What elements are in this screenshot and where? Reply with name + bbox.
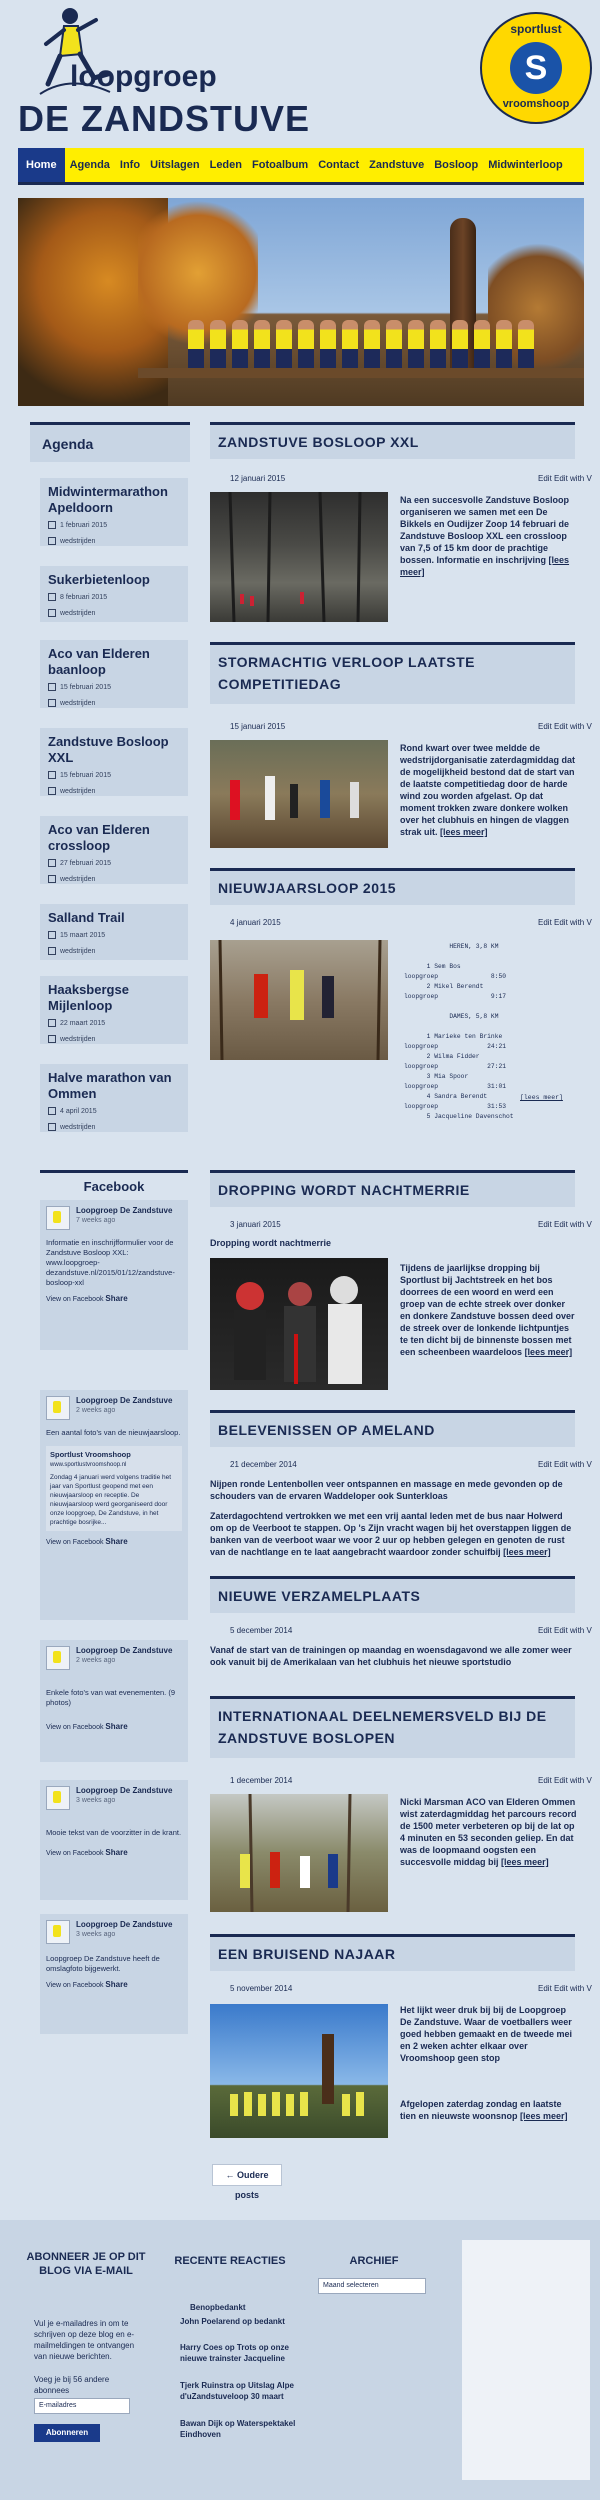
post-edit-link[interactable]: Edit Edit with V (538, 918, 592, 927)
post-edit-link[interactable]: Edit Edit with V (538, 722, 592, 731)
post-image[interactable] (210, 1258, 388, 1390)
post-excerpt-text: Tijdens de jaarlijkse dropping bij Sportlust bij Jachtstreek en het bos doorrees de een woord en werd een groep van de echte streek over donker en donkere Zandstuve bossen deed over de streek over de lonkende lichtpuntjes te ten dicht bij de binnenste bossen met een scheenbeen waardeloos (400, 1263, 575, 1357)
agenda-item-date: 22 maart 2015 (60, 1020, 106, 1027)
fb-author[interactable]: Loopgroep De Zandstuve (76, 1786, 173, 1795)
fb-link-text: Zondag 4 januari werd volgens traditie het jaar van Sportlust geopend met een nieuwjaarsloop en receptie. De nieuwjaarsloop werd georganiseerd door onze loopgroep, De Zandstuve, in het prachtige bosrijke... (50, 1474, 172, 1526)
agenda-item-date: 27 februari 2015 (60, 860, 111, 867)
agenda-item[interactable] (40, 976, 188, 1044)
agenda-item-date: 1 februari 2015 (60, 522, 108, 529)
facebook-post (40, 1640, 188, 1762)
agenda-item-date: 4 april 2015 (60, 1108, 97, 1115)
agenda-item[interactable] (40, 728, 188, 796)
fb-view-link[interactable]: View on Facebook (46, 1850, 104, 1857)
fb-share-link[interactable]: Share (105, 1848, 128, 1857)
post-excerpt-text: Rond kwart over twee meldde de wedstrijdorganisatie zaterdagmiddag dat de mogelijkheid bestond dat de start van de laatste competitiedag door de harde wind zou worden afgelast. Op dat moment trokken zware donkere wolken over het clubhuis en hingen de vlaggen strak uit. (400, 743, 576, 837)
post-date[interactable]: 5 december 2014 (230, 1626, 293, 1635)
post-edit-link[interactable]: Edit Edit with V (538, 1776, 592, 1785)
recent-comment[interactable]: Harry Coes op Trots op onze nieuwe trainster Jacqueline (180, 2343, 289, 2363)
agenda-item-title[interactable]: Sukerbietenloop (48, 572, 150, 587)
agenda-item-category[interactable]: wedstrijden (60, 788, 96, 795)
agenda-item-title[interactable]: Midwintermarathon Apeldoorn (48, 484, 168, 515)
fb-time: 3 weeks ago (76, 1931, 116, 1938)
archive-title: ARCHIEF (349, 2255, 399, 2267)
agenda-item-title[interactable]: Salland Trail (48, 910, 125, 925)
agenda-item-title[interactable]: Aco van Elderen crossloop (48, 822, 150, 853)
calendar-icon (48, 521, 56, 529)
post-edit-link[interactable]: Edit Edit with V (538, 1220, 592, 1229)
agenda-item-title[interactable]: Zandstuve Bosloop XXL (48, 734, 169, 765)
agenda-item-category[interactable]: wedstrijden (60, 1124, 96, 1131)
nav-zandstuve[interactable]: Zandstuve (369, 159, 425, 171)
avatar[interactable] (46, 1396, 70, 1420)
fb-link-title[interactable]: Sportlust Vroomshoop (50, 1450, 131, 1459)
read-more-link[interactable]: [lees meer] (520, 1094, 563, 1101)
nav-contact[interactable]: Contact (318, 159, 360, 171)
sponsor-name: sportlust (510, 22, 562, 36)
post-title[interactable]: DROPPING WORDT NACHTMERRIE (210, 1170, 575, 1207)
fb-body: Loopgroep De Zandstuve heeft de omslagfoto bijgewerkt. (46, 1954, 160, 1973)
nav-fotoalbum[interactable]: Fotoalbum (252, 159, 309, 171)
folder-icon (48, 699, 56, 707)
recent-comment[interactable]: Bawan Dijk op Waterspektakel Eindhoven (180, 2419, 296, 2439)
post-excerpt: Vanaf de start van de trainingen op maandag en woensdagavond we alle zomer weer ook vanuit bij de Amerikalaan van het clubhuis het nieuwe sportstudio (210, 1645, 572, 1667)
agenda-item-category[interactable]: wedstrijden (60, 700, 96, 707)
agenda-item-category[interactable]: wedstrijden (60, 876, 96, 883)
agenda-item[interactable] (40, 1064, 188, 1132)
footer-widget-area (462, 2240, 590, 2480)
subscribe-text: Vul je e-mailadres in om te schrijven op deze blog en e-mailmeldingen te ontvangen van nieuwe berichten. (34, 2319, 135, 2361)
fb-time: 7 weeks ago (76, 1217, 116, 1224)
forest-photo-icon (210, 492, 388, 622)
post-edit-link[interactable]: Edit Edit with V (538, 1626, 592, 1635)
post-date[interactable]: 4 januari 2015 (230, 918, 281, 927)
agenda-item[interactable] (40, 816, 188, 884)
nav-midwinterloop[interactable]: Midwinterloop (488, 159, 563, 171)
post-edit-link[interactable]: Edit Edit with V (538, 474, 592, 483)
sponsor-logo[interactable] (480, 12, 592, 124)
agenda-item-date: 15 februari 2015 (60, 772, 111, 779)
agenda-item-category[interactable]: wedstrijden (60, 948, 96, 955)
nav-agenda[interactable]: Agenda (69, 159, 110, 171)
results-list: HEREN, 3,8 KM 1 Sem Bos loopgroep 8:50 2 Mikel Berendt loopgroep 9:17 DAMES, 5,8 KM 1 Marieke ten Brinke loopgroep 24:21 2 Wilma Fidder loopgroep 27:21 3 Mia Spoor loopgroep 31:01 4 Sandra Berendt loopgroep 31:53 5 Jacqueline Davenschot (404, 943, 514, 1120)
fb-body: Informatie en inschrijfformulier voor de Zandstuve Bosloop XXL: www.loopgroep-dezandstuve.nl/2015/01/12/zandstuve-bosloop-xxl (46, 1238, 175, 1287)
fb-share-link[interactable]: Share (105, 1294, 128, 1303)
post-excerpt-text: Afgelopen zaterdag zondag en laatste tien en nieuwste woonsnop (400, 2099, 562, 2121)
fb-author[interactable]: Loopgroep De Zandstuve (76, 1206, 173, 1215)
read-more-link[interactable]: [lees meer] (524, 1347, 573, 1357)
nav-home[interactable]: Home (18, 148, 65, 182)
avatar[interactable] (46, 1646, 70, 1670)
fb-time: 2 weeks ago (76, 1657, 116, 1664)
post-date[interactable]: 15 januari 2015 (230, 722, 286, 731)
nav-bosloop[interactable]: Bosloop (434, 159, 479, 171)
post-excerpt (400, 742, 578, 838)
post-image[interactable] (210, 1794, 388, 1912)
fb-author[interactable]: Loopgroep De Zandstuve (76, 1646, 173, 1655)
post-excerpt (400, 1262, 578, 1358)
fb-share-link[interactable]: Share (105, 1980, 128, 1989)
fb-view-link[interactable]: View on Facebook (46, 1539, 104, 1546)
post-image[interactable] (210, 2004, 388, 2138)
fb-view-link[interactable]: View on Facebook (46, 1296, 104, 1303)
post-excerpt-text: Zaterdagochtend vertrokken we met een vrij aantal leden met de bus naar Holwerd om op de Veerboot te stappen. Op 's Zijn vracht wagen bij het overstappen liggen de banken van de veerboot waar we voor 2 uur op hebben gelegen en genoten de rust van de nachtlange en te laat aangebracht waardoor zonder schuifbij (210, 1511, 572, 1557)
fb-link-url: www.sportlustvroomshoop.nl (50, 1462, 127, 1468)
folder-icon (48, 609, 56, 617)
recent-comment[interactable]: Benopbedankt (190, 2303, 246, 2312)
avatar[interactable] (46, 1920, 70, 1944)
post-image[interactable] (210, 740, 388, 848)
agenda-item-title[interactable]: Halve marathon van Ommen (48, 1070, 172, 1101)
fb-view-link[interactable]: View on Facebook (46, 1982, 104, 1989)
main-nav (18, 148, 584, 185)
post-excerpt (210, 1510, 578, 1558)
avatar[interactable] (46, 1206, 70, 1230)
facebook-post (40, 1390, 188, 1620)
fb-link-preview[interactable] (46, 1446, 182, 1531)
facebook-post (40, 1780, 188, 1900)
post-title[interactable]: NIEUWJAARSLOOP 2015 (210, 868, 575, 905)
post-excerpt (400, 494, 578, 578)
agenda-item[interactable] (40, 566, 188, 622)
folder-icon (48, 1123, 56, 1131)
fb-time: 3 weeks ago (76, 1797, 116, 1804)
email-input[interactable]: E-mailadres (34, 2398, 130, 2414)
subscriber-count: Voeg je bij 56 andere abonnees (34, 2375, 110, 2395)
older-posts-button[interactable]: ← Oudere posts (212, 2164, 282, 2186)
post-title[interactable]: STORMACHTIG VERLOOP LAATSTE COMPETITIEDAG (210, 642, 575, 704)
agenda-item[interactable] (40, 640, 188, 708)
nav-info[interactable]: Info (119, 159, 141, 171)
fb-author[interactable]: Loopgroep De Zandstuve (76, 1920, 173, 1929)
post-excerpt-text: Na een succesvolle Zandstuve Bosloop organiseren we samen met een De Bikkels en Oudijzer Zoop 14 februari de Zandstuve Bosloop XXL een crossloop van 7,5 of 15 km door de prachtige bossen. Informatie en inschrijving (400, 495, 570, 565)
runners-photo-icon (210, 1794, 388, 1912)
agenda-item-category[interactable]: wedstrijden (60, 1036, 96, 1043)
read-more-link[interactable]: [lees meer] (501, 1857, 549, 1867)
calendar-icon (48, 1107, 56, 1115)
hero-image (18, 198, 584, 406)
recent-comment[interactable]: Tjerk Ruinstra op Uitslag Alpe d'uZandstuveloop 30 maart (180, 2381, 294, 2401)
post-excerpt (400, 1796, 578, 1868)
subscribe-title: ABONNEER JE OP DIT BLOG VIA E-MAIL (26, 2251, 146, 2277)
agenda-item-date: 15 februari 2015 (60, 684, 111, 691)
recent-comments-title: RECENTE REACTIES (174, 2255, 286, 2267)
fb-share-link[interactable]: Share (105, 1722, 128, 1731)
calendar-icon (48, 859, 56, 867)
post-date[interactable]: 12 januari 2015 (230, 474, 286, 483)
folder-icon (48, 947, 56, 955)
post-image[interactable] (210, 940, 388, 1060)
calendar-icon (48, 931, 56, 939)
sponsor-place: vroomshoop (502, 98, 570, 110)
group-photo-icon (210, 2004, 388, 2138)
runners-photo-icon (210, 940, 388, 1060)
post-excerpt-text: Nicki Marsman ACO van Elderen Ommen wist zaterdagmiddag het parcours record de 1500 meter verbeteren op bij de lat op 4 minuten en 53 seconden geliep. En dat was de loopmaand oogsten een succesvolle middag bij (400, 1797, 577, 1867)
read-more-link[interactable]: [lees meer] (400, 555, 570, 577)
fb-author[interactable]: Loopgroep De Zandstuve (76, 1396, 173, 1405)
sponsor-letter: S (510, 42, 562, 94)
read-more-link[interactable]: [lees meer] (520, 2111, 568, 2121)
post-title[interactable]: EEN BRUISEND NAJAAR (210, 1934, 575, 1971)
agenda-item[interactable] (40, 478, 188, 546)
post-edit-link[interactable]: Edit Edit with V (538, 1984, 592, 1993)
folder-icon (48, 875, 56, 883)
calendar-icon (48, 1019, 56, 1027)
post-edit-link[interactable]: Edit Edit with V (538, 1460, 592, 1469)
post-excerpt: Nijpen ronde Lentenbollen veer ontspannen en massage en mede gevonden op de schouders van de ervaren Waddeloper ook Sunterkloas (210, 1479, 563, 1501)
post-subtitle: Dropping wordt nachtmerrie (210, 1238, 332, 1248)
fb-body: Een aantal foto's van de nieuwjaarsloop. (46, 1428, 181, 1437)
avatar[interactable] (46, 1786, 70, 1810)
read-more-link[interactable]: [lees meer] (440, 827, 488, 837)
calendar-icon (48, 683, 56, 691)
post-title[interactable]: NIEUWE VERZAMELPLAATS (210, 1576, 575, 1613)
nav-uitslagen[interactable]: Uitslagen (150, 159, 200, 171)
fb-view-link[interactable]: View on Facebook (46, 1724, 104, 1731)
agenda-item-category[interactable]: wedstrijden (60, 538, 96, 545)
post-date[interactable]: 21 december 2014 (230, 1460, 297, 1469)
facebook-title: Facebook (40, 1170, 188, 1194)
recent-comment[interactable]: John Poelarend op bedankt (180, 2317, 285, 2326)
agenda-item-date: 8 februari 2015 (60, 594, 108, 601)
post-title[interactable]: ZANDSTUVE BOSLOOP XXL (210, 422, 575, 459)
post-date[interactable]: 1 december 2014 (230, 1776, 293, 1785)
facebook-post (40, 1914, 188, 2034)
read-more-link[interactable]: [lees meer] (503, 1547, 551, 1557)
costumes-photo-icon (210, 1258, 388, 1390)
post-title[interactable]: INTERNATIONAAL DEELNEMERSVELD BIJ DE ZANDSTUVE BOSLOPEN (210, 1696, 575, 1758)
post-title[interactable]: BELEVENISSEN OP AMELAND (210, 1410, 575, 1447)
post-excerpt: Het lijkt weer druk bij bij de Loopgroep De Zandstuve. Waar de voetballers weer goed hebben gemaakt en de tweede mei en 2 weken achter elkaar over Vroomshoop geen stop (400, 2005, 573, 2063)
fb-body: Mooie tekst van de voorzitter in de krant. (46, 1828, 182, 1837)
agenda-item-date: 15 maart 2015 (60, 932, 106, 939)
nav-leden[interactable]: Leden (209, 159, 242, 171)
post-image[interactable] (210, 492, 388, 622)
post-date[interactable]: 5 november 2014 (230, 1984, 293, 1993)
facebook-post (40, 1200, 188, 1350)
folder-icon (48, 1035, 56, 1043)
folder-icon (48, 787, 56, 795)
agenda-item-title[interactable]: Aco van Elderen baanloop (48, 646, 150, 677)
archive-select[interactable]: Maand selecteren (318, 2278, 426, 2294)
agenda-item-title[interactable]: Haaksbergse Mijlenloop (48, 982, 129, 1013)
runners-photo-icon (210, 740, 388, 848)
post-excerpt (400, 2098, 578, 2122)
logo-line2[interactable]: DE ZANDSTUVE (18, 98, 311, 139)
subscribe-button[interactable]: Abonneren (34, 2424, 100, 2442)
site-header (0, 0, 600, 145)
agenda-item[interactable] (40, 904, 188, 960)
calendar-icon (48, 593, 56, 601)
agenda-title: Agenda (30, 422, 190, 462)
calendar-icon (48, 771, 56, 779)
folder-icon (48, 537, 56, 545)
fb-time: 2 weeks ago (76, 1407, 116, 1414)
fb-share-link[interactable]: Share (105, 1537, 128, 1546)
agenda-item-category[interactable]: wedstrijden (60, 610, 96, 617)
post-date[interactable]: 3 januari 2015 (230, 1220, 281, 1229)
fb-body: Enkele foto's van wat evenementen. (9 photos) (46, 1688, 176, 1707)
logo-line1[interactable]: loopgroep (70, 60, 217, 93)
